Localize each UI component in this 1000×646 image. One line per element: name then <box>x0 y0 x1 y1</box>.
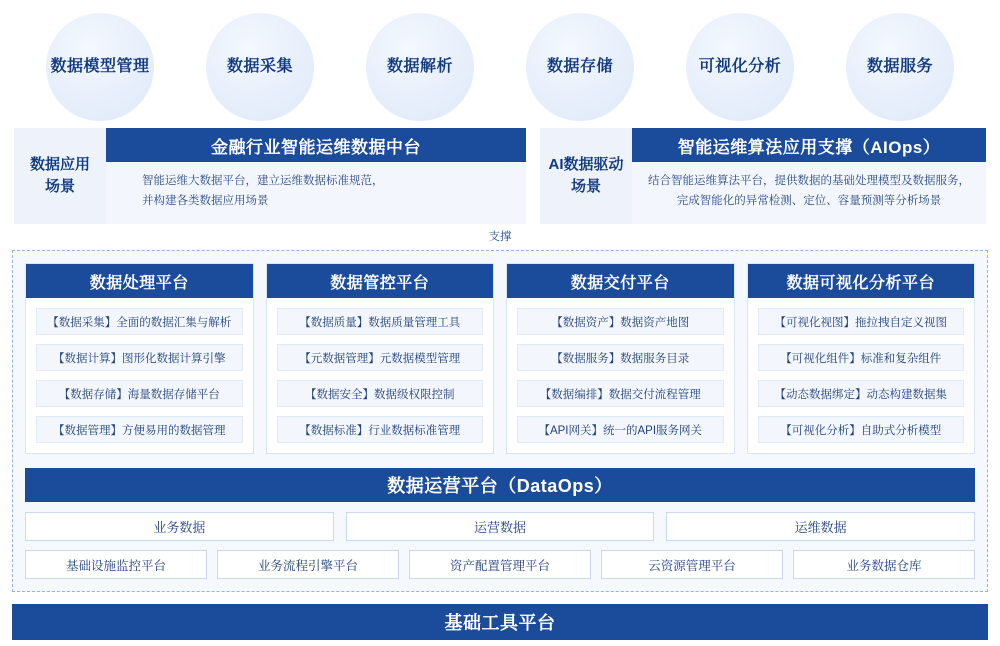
scenario-right-title: 智能运维算法应用支撑（AIOps） <box>632 128 986 162</box>
scenario-left-body <box>106 128 526 224</box>
scenario-left-desc-line2: 并构建各类数据应用场景 <box>142 195 269 208</box>
bubble-data-storage <box>526 13 634 121</box>
data-type-cell: 运营数据 <box>346 512 655 541</box>
scenario-right-desc-line1: 结合智能运维算法平台，提供数据的基础处理模型及数据服务， <box>648 175 970 187</box>
scenario-left-side-label-line1: 数据应用 <box>29 156 90 174</box>
support-connector-label: 支撑 <box>488 231 512 243</box>
platform-item: 【数据质量】数据质量管理工具 <box>277 308 484 335</box>
bubble-data-collection <box>206 13 314 121</box>
platform-data-visualization <box>747 263 976 454</box>
platform-item: 【数据采集】全面的数据汇集与解析 <box>36 308 243 335</box>
platform-item: 【数据安全】数据级权限控制 <box>277 380 484 407</box>
scenario-band <box>0 128 1000 224</box>
platform-container <box>12 250 988 592</box>
sub-platform-cell: 基础设施监控平台 <box>25 550 207 579</box>
scenario-left-side-label <box>14 128 106 224</box>
capability-bubbles <box>0 0 1000 126</box>
scenario-left-side-label-line2: 场景 <box>44 178 75 195</box>
platform-item: 【数据存储】海量数据存储平台 <box>36 380 243 407</box>
platform-data-processing <box>25 263 254 454</box>
scenario-right-description <box>632 162 986 224</box>
platform-item: 【API网关】统一的API服务网关 <box>517 416 724 443</box>
bubble-label: 数据存储 <box>546 58 613 76</box>
data-type-cell: 运维数据 <box>666 512 975 541</box>
base-tools-platform: 基础工具平台 <box>12 604 988 640</box>
platform-item: 【数据资产】数据资产地图 <box>517 308 724 335</box>
sub-platform-cell: 业务流程引擎平台 <box>217 550 399 579</box>
bubble-label: 数据服务 <box>866 58 933 76</box>
bubble-data-service <box>846 13 954 121</box>
dataops-title: 数据运营平台（DataOps） <box>25 468 975 502</box>
scenario-ai-data-driven <box>540 128 986 224</box>
scenario-right-desc-line2: 完成智能化的异常检测、定位、容量预测等分析场景 <box>676 195 942 208</box>
bubble-label: 可视化分析 <box>698 58 782 76</box>
platform-title: 数据可视化分析平台 <box>748 264 975 298</box>
platform-item: 【数据标准】行业数据标准管理 <box>277 416 484 443</box>
platform-item: 【数据管理】方便易用的数据管理 <box>36 416 243 443</box>
platform-item: 【可视化分析】自助式分析模型 <box>758 416 965 443</box>
platform-item: 【数据服务】数据服务目录 <box>517 344 724 371</box>
sub-platform-cell: 资产配置管理平台 <box>409 550 591 579</box>
platform-title: 数据交付平台 <box>507 264 734 298</box>
bubble-label: 数据采集 <box>226 58 293 76</box>
platform-row <box>25 263 975 454</box>
scenario-right-side-label <box>540 128 632 224</box>
platform-item: 【元数据管理】元数据模型管理 <box>277 344 484 371</box>
support-connector <box>0 224 1000 250</box>
sub-platform-cell: 云资源管理平台 <box>601 550 783 579</box>
platform-item-list <box>26 298 253 443</box>
bubble-data-model-management <box>46 13 154 121</box>
sub-platform-cell: 业务数据仓库 <box>793 550 975 579</box>
platform-item-list <box>507 298 734 443</box>
scenario-right-side-label-line2: 场景 <box>570 178 601 195</box>
platform-data-delivery <box>506 263 735 454</box>
bubble-data-parsing <box>366 13 474 121</box>
scenario-right-body <box>632 128 986 224</box>
bubble-label: 数据模型管理 <box>50 58 150 76</box>
platform-title: 数据处理平台 <box>26 264 253 298</box>
platform-data-governance <box>266 263 495 454</box>
bubble-visual-analysis <box>686 13 794 121</box>
scenario-right-side-label-line1: AI数据驱动 <box>548 156 624 174</box>
platform-item-list <box>267 298 494 443</box>
scenario-left-desc-line1: 智能运维大数据平台，建立运维数据标准规范， <box>142 175 384 187</box>
platform-item: 【动态数据绑定】动态构建数据集 <box>758 380 965 407</box>
platform-item: 【数据计算】图形化数据计算引擎 <box>36 344 243 371</box>
platform-title: 数据管控平台 <box>267 264 494 298</box>
platform-item: 【可视化视图】拖拉拽自定义视图 <box>758 308 965 335</box>
scenario-left-title: 金融行业智能运维数据中台 <box>106 128 526 162</box>
scenario-data-application <box>14 128 526 224</box>
platform-item: 【数据编排】数据交付流程管理 <box>517 380 724 407</box>
scenario-left-description <box>106 162 526 224</box>
data-type-cell: 业务数据 <box>25 512 334 541</box>
platform-item: 【可视化组件】标准和复杂组件 <box>758 344 965 371</box>
platform-item-list <box>748 298 975 443</box>
dataops-data-types <box>25 512 975 541</box>
dataops-sub-platforms <box>25 550 975 579</box>
bubble-label: 数据解析 <box>386 58 453 76</box>
